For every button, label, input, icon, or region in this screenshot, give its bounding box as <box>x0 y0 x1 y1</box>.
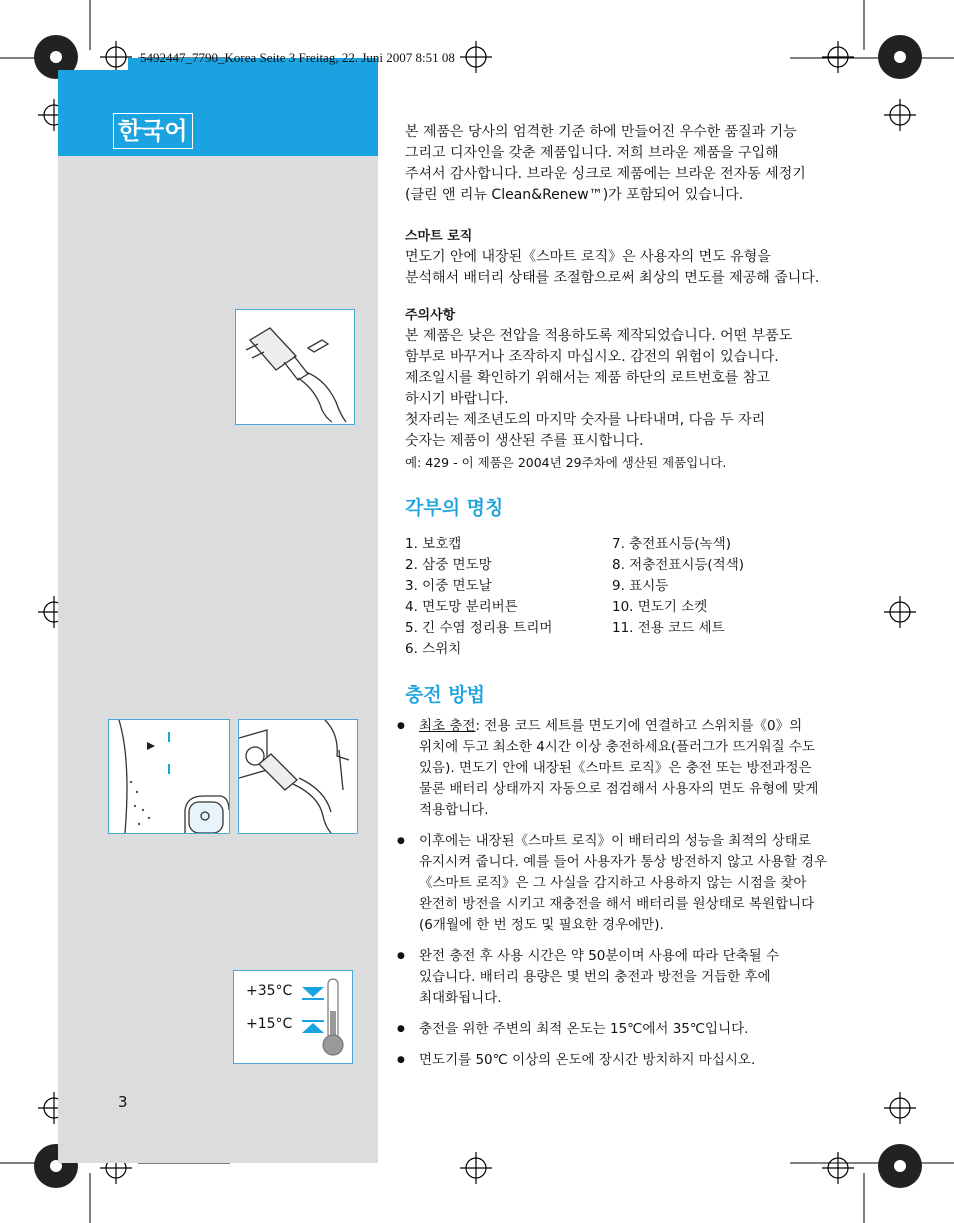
bullet-line: 《스마트 로직》은 그 사실을 감지하고 사용하지 않는 시점을 찾아 <box>419 875 807 891</box>
parts-list-left <box>405 534 605 660</box>
caution-line: 하시기 바랍니다. <box>405 391 509 407</box>
plug-cord-figure <box>235 309 355 425</box>
parts-item: 9. 표시등 <box>612 578 669 594</box>
caution-line: 제조일시를 확인하기 위해서는 제품 하단의 로트번호를 참고 <box>405 370 770 386</box>
bullet-line: 이후에는 내장된《스마트 로직》이 배터리의 성능을 최적의 상태로 <box>419 833 811 849</box>
caution-line: 함부로 바꾸거나 조작하지 마십시오. 감전의 위험이 있습니다. <box>405 349 779 365</box>
charging-bullet <box>405 831 850 936</box>
bullet-line: 적용합니다. <box>419 802 489 818</box>
bullet-line: 유지시켜 줍니다. 예를 들어 사용자가 통상 방전하지 않고 사용할 경우 <box>419 854 828 870</box>
charging-bullets <box>405 716 850 1071</box>
page-number: 3 <box>118 1093 128 1111</box>
language-tab <box>58 70 378 156</box>
charging-bullet <box>405 1050 850 1071</box>
caution-line: 첫자리는 제조년도의 마지막 숫자를 나타내며, 다음 두 자리 <box>405 412 766 428</box>
bullet-line: 최대화됩니다. <box>419 990 502 1006</box>
intro-line: 그리고 디자인을 갖춘 제품입니다. 저희 브라운 제품을 구입해 <box>405 145 779 161</box>
intro-line: (클린 앤 리뉴 Clean&Renew™)가 포함되어 있습니다. <box>405 187 744 203</box>
print-header: 5492447_7790_Korea Seite 3 Freitag, 22. Juni 2007 8:51 08 <box>140 50 455 65</box>
parts-item: 4. 면도망 분리버튼 <box>405 599 518 615</box>
shaver-figure <box>108 719 230 834</box>
caution-heading: 주의사항 <box>405 308 456 323</box>
language-title: 한국어 <box>113 113 193 149</box>
charging-bullet <box>405 946 850 1009</box>
charging-bullet <box>405 1019 850 1040</box>
intro-block <box>405 122 845 206</box>
caution-block <box>405 305 845 473</box>
parts-item: 5. 긴 수염 정리용 트리머 <box>405 620 553 636</box>
bullet-line: 완전히 방전을 시키고 재충전을 해서 배터리를 원상태로 복원합니다 <box>419 896 815 912</box>
bullet-line: 있습니다. 배터리 용량은 몇 번의 충전과 방전을 거듭한 후에 <box>419 969 771 985</box>
parts-item: 8. 저충전표시등(적색) <box>612 557 745 573</box>
parts-item: 6. 스위치 <box>405 641 462 657</box>
thermometer-icon <box>300 975 348 1061</box>
parts-item: 2. 삼중 면도망 <box>405 557 492 573</box>
smart-logic-line: 면도기 안에 내장된《스마트 로직》은 사용자의 면도 유형을 <box>405 249 771 265</box>
bullet-line: 물론 배터리 상태까지 자동으로 점검해서 사용자의 면도 유형에 맞게 <box>419 781 819 797</box>
parts-item: 10. 면도기 소켓 <box>612 599 708 615</box>
bullet-line: 완전 충전 후 사용 시간은 약 50분이며 사용에 따라 단축될 수 <box>419 948 780 964</box>
temp-low-label: +15°C <box>246 1016 293 1032</box>
parts-item: 7. 충전표시등(녹색) <box>612 536 731 552</box>
bullet-line: 위치에 두고 최소한 4시간 이상 충전하세요(플러그가 뜨거워질 수도 <box>419 739 816 755</box>
smart-logic-heading: 스마트 로직 <box>405 229 473 244</box>
parts-item: 1. 보호캡 <box>405 536 462 552</box>
shaver-illustration <box>109 720 229 833</box>
temp-high-label: +35°C <box>246 983 293 999</box>
intro-line: 주셔서 감사합니다. 브라운 싱크로 제품에는 브라운 전자동 세정기 <box>405 166 806 182</box>
parts-item: 3. 이중 면도날 <box>405 578 492 594</box>
thermometer-figure <box>233 970 353 1064</box>
parts-item: 11. 전용 코드 세트 <box>612 620 725 636</box>
plug-cord-illustration <box>236 310 354 424</box>
bullet-line: 충전을 위한 주변의 최적 온도는 15℃에서 35℃입니다. <box>419 1021 749 1037</box>
bullet-line: (6개월에 한 번 정도 및 필요한 경우에만). <box>419 917 664 933</box>
caution-line: 예: 429 - 이 제품은 2004년 29주차에 생산된 제품입니다. <box>405 455 727 470</box>
caution-line: 숫자는 제품이 생산된 주를 표시합니다. <box>405 433 644 449</box>
intro-line: 본 제품은 당사의 엄격한 기준 하에 만들어진 우수한 품질과 기능 <box>405 124 797 140</box>
bullet-lead: 최초 충전 <box>419 718 476 734</box>
charging-title: 충전 방법 <box>405 684 486 706</box>
charging-bullet <box>405 716 850 821</box>
socket-illustration <box>239 720 357 833</box>
bullet-line: : 전용 코드 세트를 면도기에 연결하고 스위치를《0》의 <box>475 718 803 734</box>
smart-logic-line: 분석해서 배터리 상태를 조절함으로써 최상의 면도를 제공해 줍니다. <box>405 270 820 286</box>
parts-list-right <box>612 534 832 639</box>
parts-title: 각부의 명칭 <box>405 497 504 519</box>
bullet-line: 있음). 면도기 안에 내장된《스마트 로직》은 충전 또는 방전과정은 <box>419 760 812 776</box>
socket-figure <box>238 719 358 834</box>
caution-line: 본 제품은 낮은 전압을 적용하도록 제작되었습니다. 어떤 부품도 <box>405 328 793 344</box>
smart-logic-block <box>405 226 845 289</box>
bullet-line: 면도기를 50℃ 이상의 온도에 장시간 방치하지 마십시오. <box>419 1052 756 1068</box>
